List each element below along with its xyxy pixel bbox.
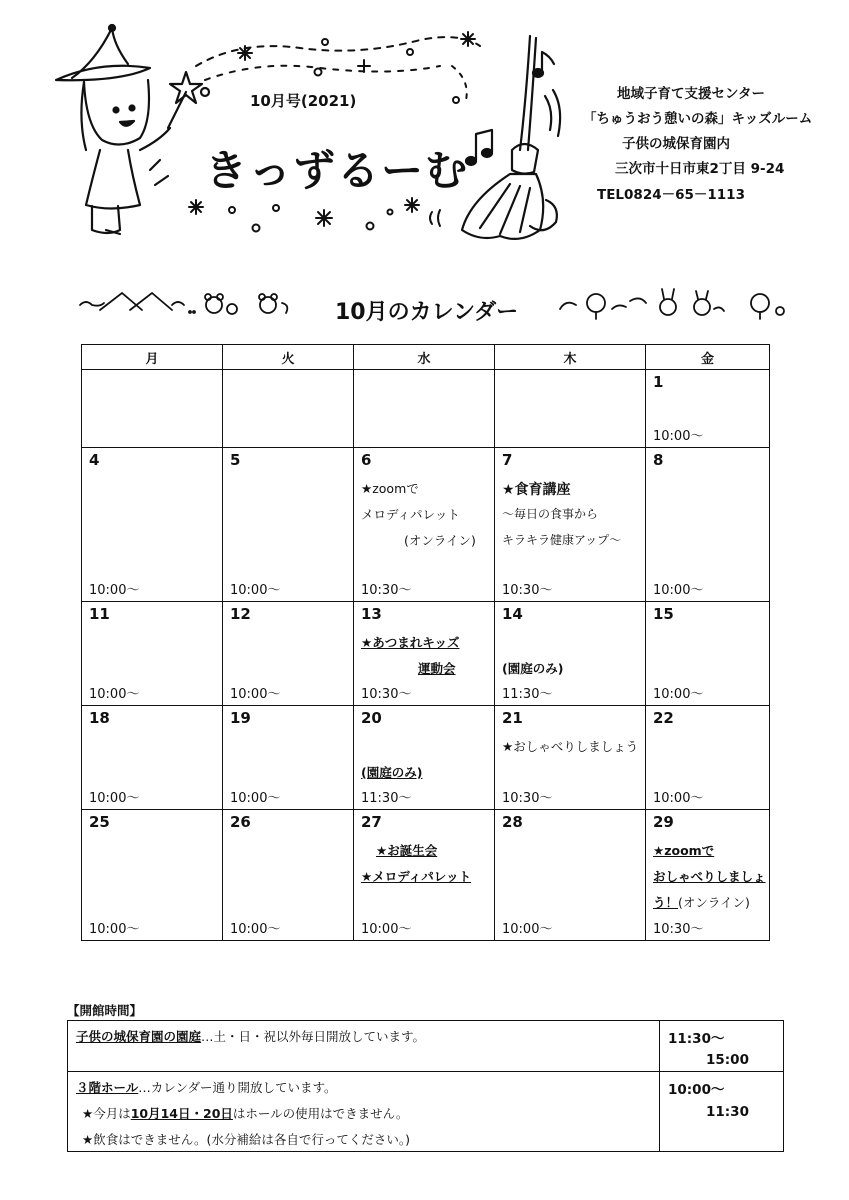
bear-icon [205,294,287,314]
open-time: 10:00～ [653,687,704,702]
hours-row [68,1072,784,1152]
open-time: 10:30～ [361,687,412,702]
day-number: 18 [89,709,110,727]
hours-table [67,1020,784,1152]
calendar-day [646,448,770,602]
close-time: 15:00 [706,1052,749,1068]
hours-description [68,1021,660,1072]
calendar-day [223,810,354,941]
day-number: 11 [89,605,110,623]
calendar-day [646,602,770,706]
calendar-day [82,448,223,602]
address-line: 三次市十日市東2丁目 9-24 [615,161,785,177]
rabbit-icon [660,289,724,315]
address-line: 「ちゅうおう憩いの森」キッズルーム [583,111,813,127]
event-text: ★食育講座 [502,482,571,498]
wand-star-icon [168,72,209,128]
calendar-day [495,448,646,602]
event-text: メロディパレット [361,507,460,522]
day-number: 8 [653,451,664,469]
calendar-week [82,370,770,448]
calendar-day [223,602,354,706]
calendar-day-empty [354,370,495,448]
day-number: 15 [653,605,674,623]
event-text: ★お誕生会 [376,843,438,858]
open-time: 10:30～ [502,583,553,598]
calendar-day [354,448,495,602]
open-time: 10:00～ [89,922,140,937]
event-text: 運動会 [418,661,456,676]
event-text: ★メロディパレット [361,869,472,884]
event-text: (オンライン) [404,533,476,548]
calendar-day [354,706,495,810]
hours-description [68,1072,660,1152]
note-text: ★今月は [82,1106,131,1121]
hours-row [68,1021,784,1072]
event-text-underlined: う！ [653,895,679,910]
hours-line [76,1027,425,1045]
day-number: 29 [653,813,674,831]
calendar-day [223,448,354,602]
open-time: 10:00～ [230,922,281,937]
day-number: 5 [230,451,241,469]
event-text: ★zoomで [653,843,715,858]
calendar-day [82,810,223,941]
event-text: キラキラ健康アップ～ [502,533,622,547]
open-time: 10:30～ [653,922,704,937]
calendar-day [495,706,646,810]
open-time: 10:00～ [502,922,553,937]
open-time: 10:30～ [502,791,553,806]
open-time: 10:00～ [653,791,704,806]
hours-label: 【開館時間】 [67,1003,143,1018]
open-time: 10:00～ [230,583,281,598]
event-text-suffix: (オンライン) [678,895,750,910]
day-number: 14 [502,605,523,623]
witch-icon [81,80,170,234]
event-text: ★おしゃべりしましょう [502,739,639,754]
open-time: 10:00～ [89,687,140,702]
place-name: ３階ホール [76,1080,139,1095]
calendar-day [82,706,223,810]
newsletter-title: きっずるーむ [205,146,470,195]
open-time: 10:00～ [230,791,281,806]
open-time: 10:30～ [361,583,412,598]
open-time: 10:00～ [89,791,140,806]
tree-icon [751,294,784,319]
calendar-day [646,706,770,810]
calendar-day [646,810,770,941]
event-text [653,893,750,911]
calendar-day-empty [495,370,646,448]
weekday-header: 月 [82,345,223,370]
place-desc: …土・日・祝以外毎日開放しています。 [201,1029,426,1044]
open-time: 10:00～ [653,429,704,444]
event-text: ★あつまれキッズ [361,635,460,650]
day-number: 13 [361,605,382,623]
witch-hat-icon [56,25,150,80]
issue-label: 10月号(2021) [250,92,357,110]
open-time: 10:00～ [230,687,281,702]
calendar-week [82,448,770,602]
calendar-day [354,602,495,706]
calendar-day [223,706,354,810]
calendar-day-empty [82,370,223,448]
hours-line [76,1078,336,1096]
day-number: 21 [502,709,523,727]
day-number: 12 [230,605,251,623]
day-number: 7 [502,451,513,469]
place-name: 子供の城保育園の園庭 [76,1029,202,1044]
day-number: 27 [361,813,382,831]
calendar-day [82,602,223,706]
weekday-header: 火 [223,345,354,370]
event-text: (園庭のみ) [361,765,423,780]
address-line: 子供の城保育園内 [622,136,730,152]
calendar-heading: 10月のカレンダー [335,300,519,325]
sparkles-icon [189,198,440,232]
calendar-week [82,810,770,941]
open-time: 11:30～ [668,1031,725,1047]
weekday-header: 木 [495,345,646,370]
music-note-icon [466,52,554,165]
weekday-header: 水 [354,345,495,370]
place-desc: …カレンダー通り開放しています。 [138,1080,337,1095]
calendar-week [82,602,770,706]
phone-line: TEL0824－65－1113 [597,187,745,203]
day-number: 4 [89,451,100,469]
close-time: 11:30 [706,1104,749,1120]
event-text: おしゃべりしましょ [653,869,766,884]
day-number: 20 [361,709,382,727]
open-time: 10:00～ [668,1082,725,1098]
event-text: (園庭のみ) [502,661,564,676]
calendar-week [82,706,770,810]
open-time: 10:00～ [89,583,140,598]
mountain-icon [80,293,195,313]
calendar-day [646,370,770,448]
calendar-day [495,602,646,706]
calendar-table [81,344,770,941]
note-text: はホールの使用はできません。 [232,1106,409,1121]
day-number: 6 [361,451,372,469]
calendar-day [495,810,646,941]
day-number: 22 [653,709,674,727]
day-number: 25 [89,813,110,831]
hours-time [660,1072,784,1152]
weekday-header-row [82,345,770,370]
day-number: 1 [653,373,664,391]
open-time: 10:00～ [361,922,412,937]
event-text: ～毎日の食事から [502,507,599,521]
day-number: 26 [230,813,251,831]
hours-time [660,1021,784,1072]
hours-note: ★飲食はできません。(水分補給は各自で行ってください。) [82,1132,410,1147]
calendar-day [354,810,495,941]
address-line: 地域子育て支援センター [617,86,765,102]
event-text: ★zoomで [361,481,419,496]
hours-note [82,1104,408,1122]
open-time: 11:30～ [361,791,412,806]
calendar-day-empty [223,370,354,448]
tree-icon [560,294,646,319]
closed-dates: 10月14日・20日 [130,1106,233,1121]
day-number: 19 [230,709,251,727]
header-illustration [0,0,849,260]
weekday-header: 金 [646,345,770,370]
open-time: 11:30～ [502,687,553,702]
open-time: 10:00～ [653,583,704,598]
day-number: 28 [502,813,523,831]
